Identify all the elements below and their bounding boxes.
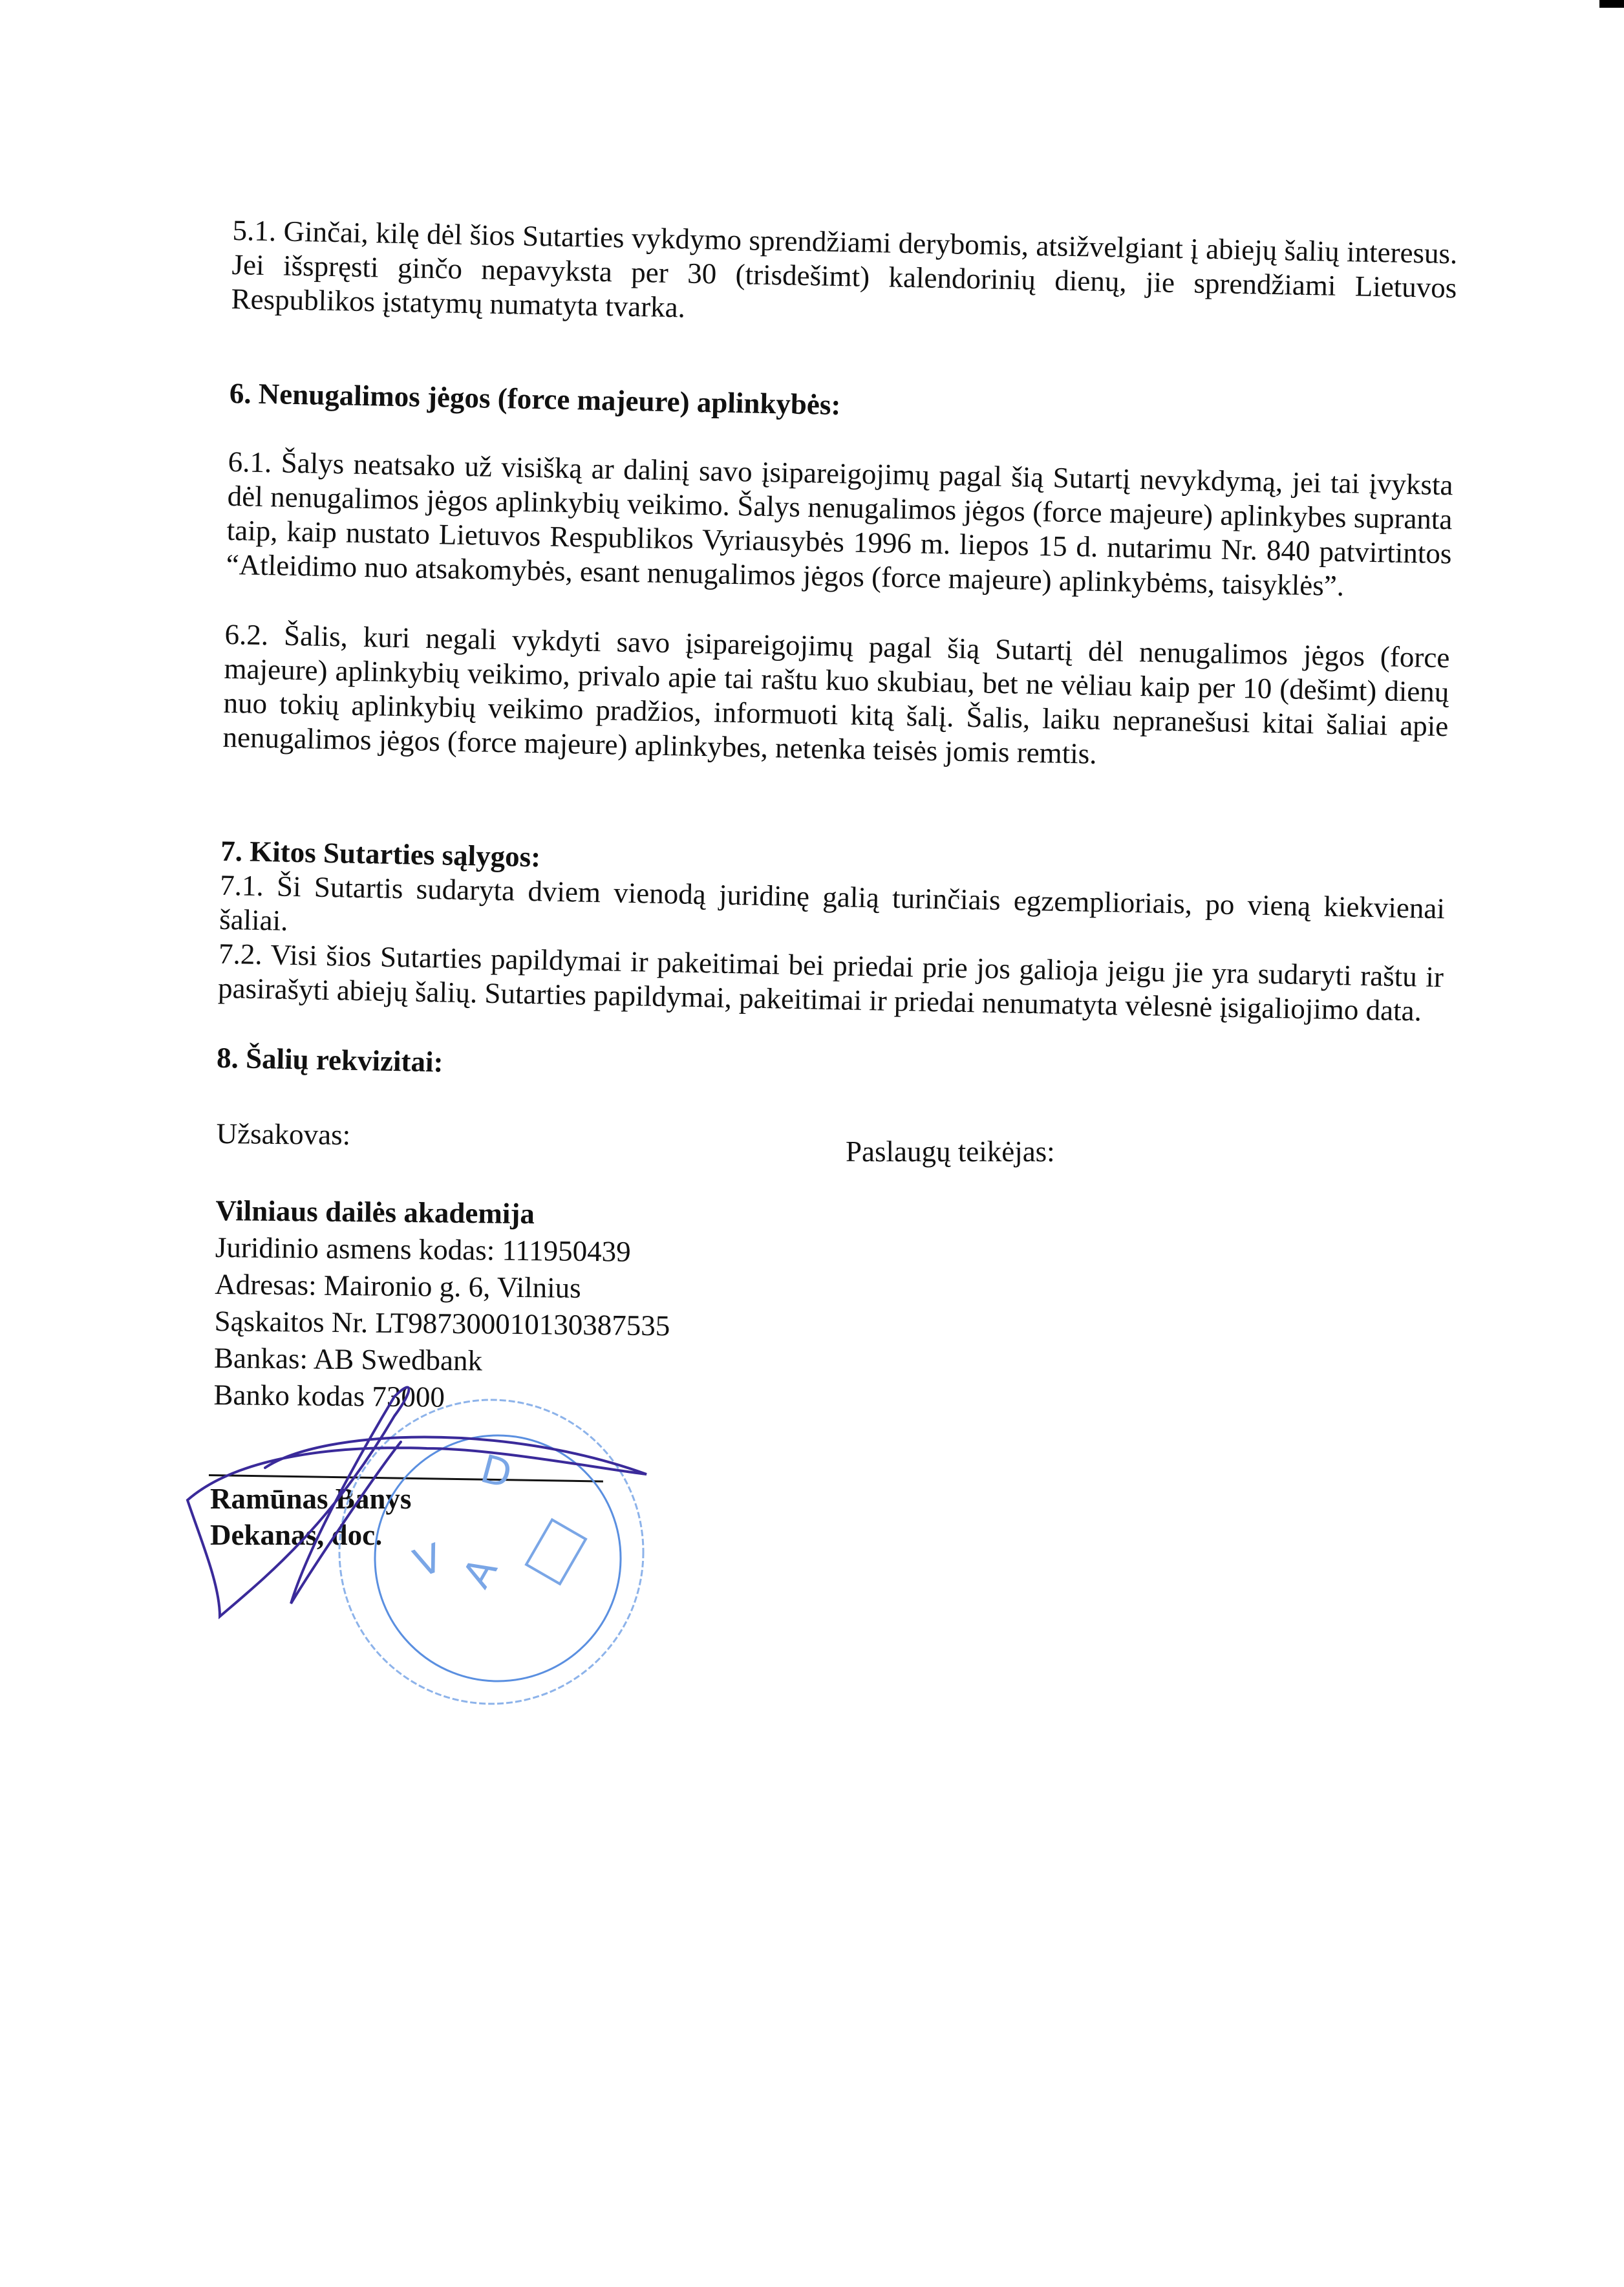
customer-bank-code: Banko kodas 73000 [213, 1378, 445, 1413]
customer-name: Vilniaus dailės akademija [215, 1194, 535, 1230]
heading-7: 7. Kitos Sutarties sąlygos: [220, 834, 541, 874]
customer-address: Adresas: Maironio g. 6, Vilnius [215, 1267, 581, 1304]
customer-code: Juridinio asmens kodas: 111950439 [215, 1230, 631, 1268]
stamp-letter-v: V [408, 1535, 449, 1587]
signature-stroke [187, 1388, 646, 1616]
customer-block [213, 1115, 672, 1418]
stamp-letter-a: A [454, 1549, 507, 1596]
provider-label: Paslaugų teikėjas: [846, 1135, 1055, 1168]
heading-6: 6. Nenugalimos jėgos (force majeure) aplinkybės: [229, 376, 841, 422]
handwritten-signature [181, 1377, 659, 1623]
stamp-letter-d: D [476, 1446, 517, 1498]
customer-bank: Bankas: AB Swedbank [213, 1341, 483, 1377]
signer-title: Dekanas, doc. [210, 1519, 383, 1551]
signer-name: Ramūnas Banys [210, 1483, 412, 1515]
clause-7-2: 7.2. Visi šios Sutarties papildymai ir pakeitimai bei priedai prie jos galioja jeigu jie yra sudaryti raštu ir pasirašyti abiejų šalių. Sutarties papildymai, pakeitimai ir priedai nenumatyta vėlesnė įsigaliojimo data. [217, 937, 1444, 1027]
heading-8: 8. Šalių rekvizitai: [216, 1041, 443, 1079]
clause-5-1: 5.1. Ginčai, kilę dėl šios Sutarties vykdymo sprendžiami derybomis, atsižvelgiant į abiejų šalių interesus. Jei išspręsti ginčo nepavyksta per 30 (trisdešimt) kalendorinių dienų, jie sprendžiami Lietuvos Respublikos įstatymų numatyta tvarka. [231, 214, 1458, 324]
customer-label: Užsakovas: [216, 1117, 351, 1152]
customer-account: Sąskaitos Nr. LT987300010130387535 [214, 1304, 670, 1342]
clause-6-1: 6.1. Šalys neatsako už visišką ar dalinį savo įsipareigojimų pagal šią Sutartį nevykdymą, jei tai įvyksta dėl nenugalimos jėgos aplinkybių veikimo. Šalys nenugalimos jėgos (force majeure) aplinkybes supranta taip, kaip nustato Lietuvos Respublikos Vyriausybės 1996 m. liepos 15 d. nutarimu Nr. 840 patvirtintos “Atleidimo nuo atsakomybės, esant nenugalimos jėgos (force majeure) aplinkybėms, taisyklės”. [226, 445, 1453, 603]
clause-6-2: 6.2. Šalis, kuri negali vykdyti savo įsipareigojimų pagal šią Sutartį dėl nenugalimos jėgos (force majeure) aplinkybių veikimo, privalo apie tai raštu kuo skubiau, bet ne vėliau kaip per 10 (dešimt) dienų nuo tokių aplinkybių veikimo pradžios, informuoti kitą šalį. Šalis, laiku nepranešusi kitai šaliai apie nenugalimos jėgos (force majeure) aplinkybes, netenka teisės jomis remtis. [222, 617, 1450, 770]
scan-edge-mark [1599, 0, 1624, 8]
clause-7-1: 7.1. Ši Sutartis sudaryta dviem vienodą juridinę galią turinčiais egzemplioriais, po vieną kiekvienai šaliai. [219, 868, 1446, 937]
